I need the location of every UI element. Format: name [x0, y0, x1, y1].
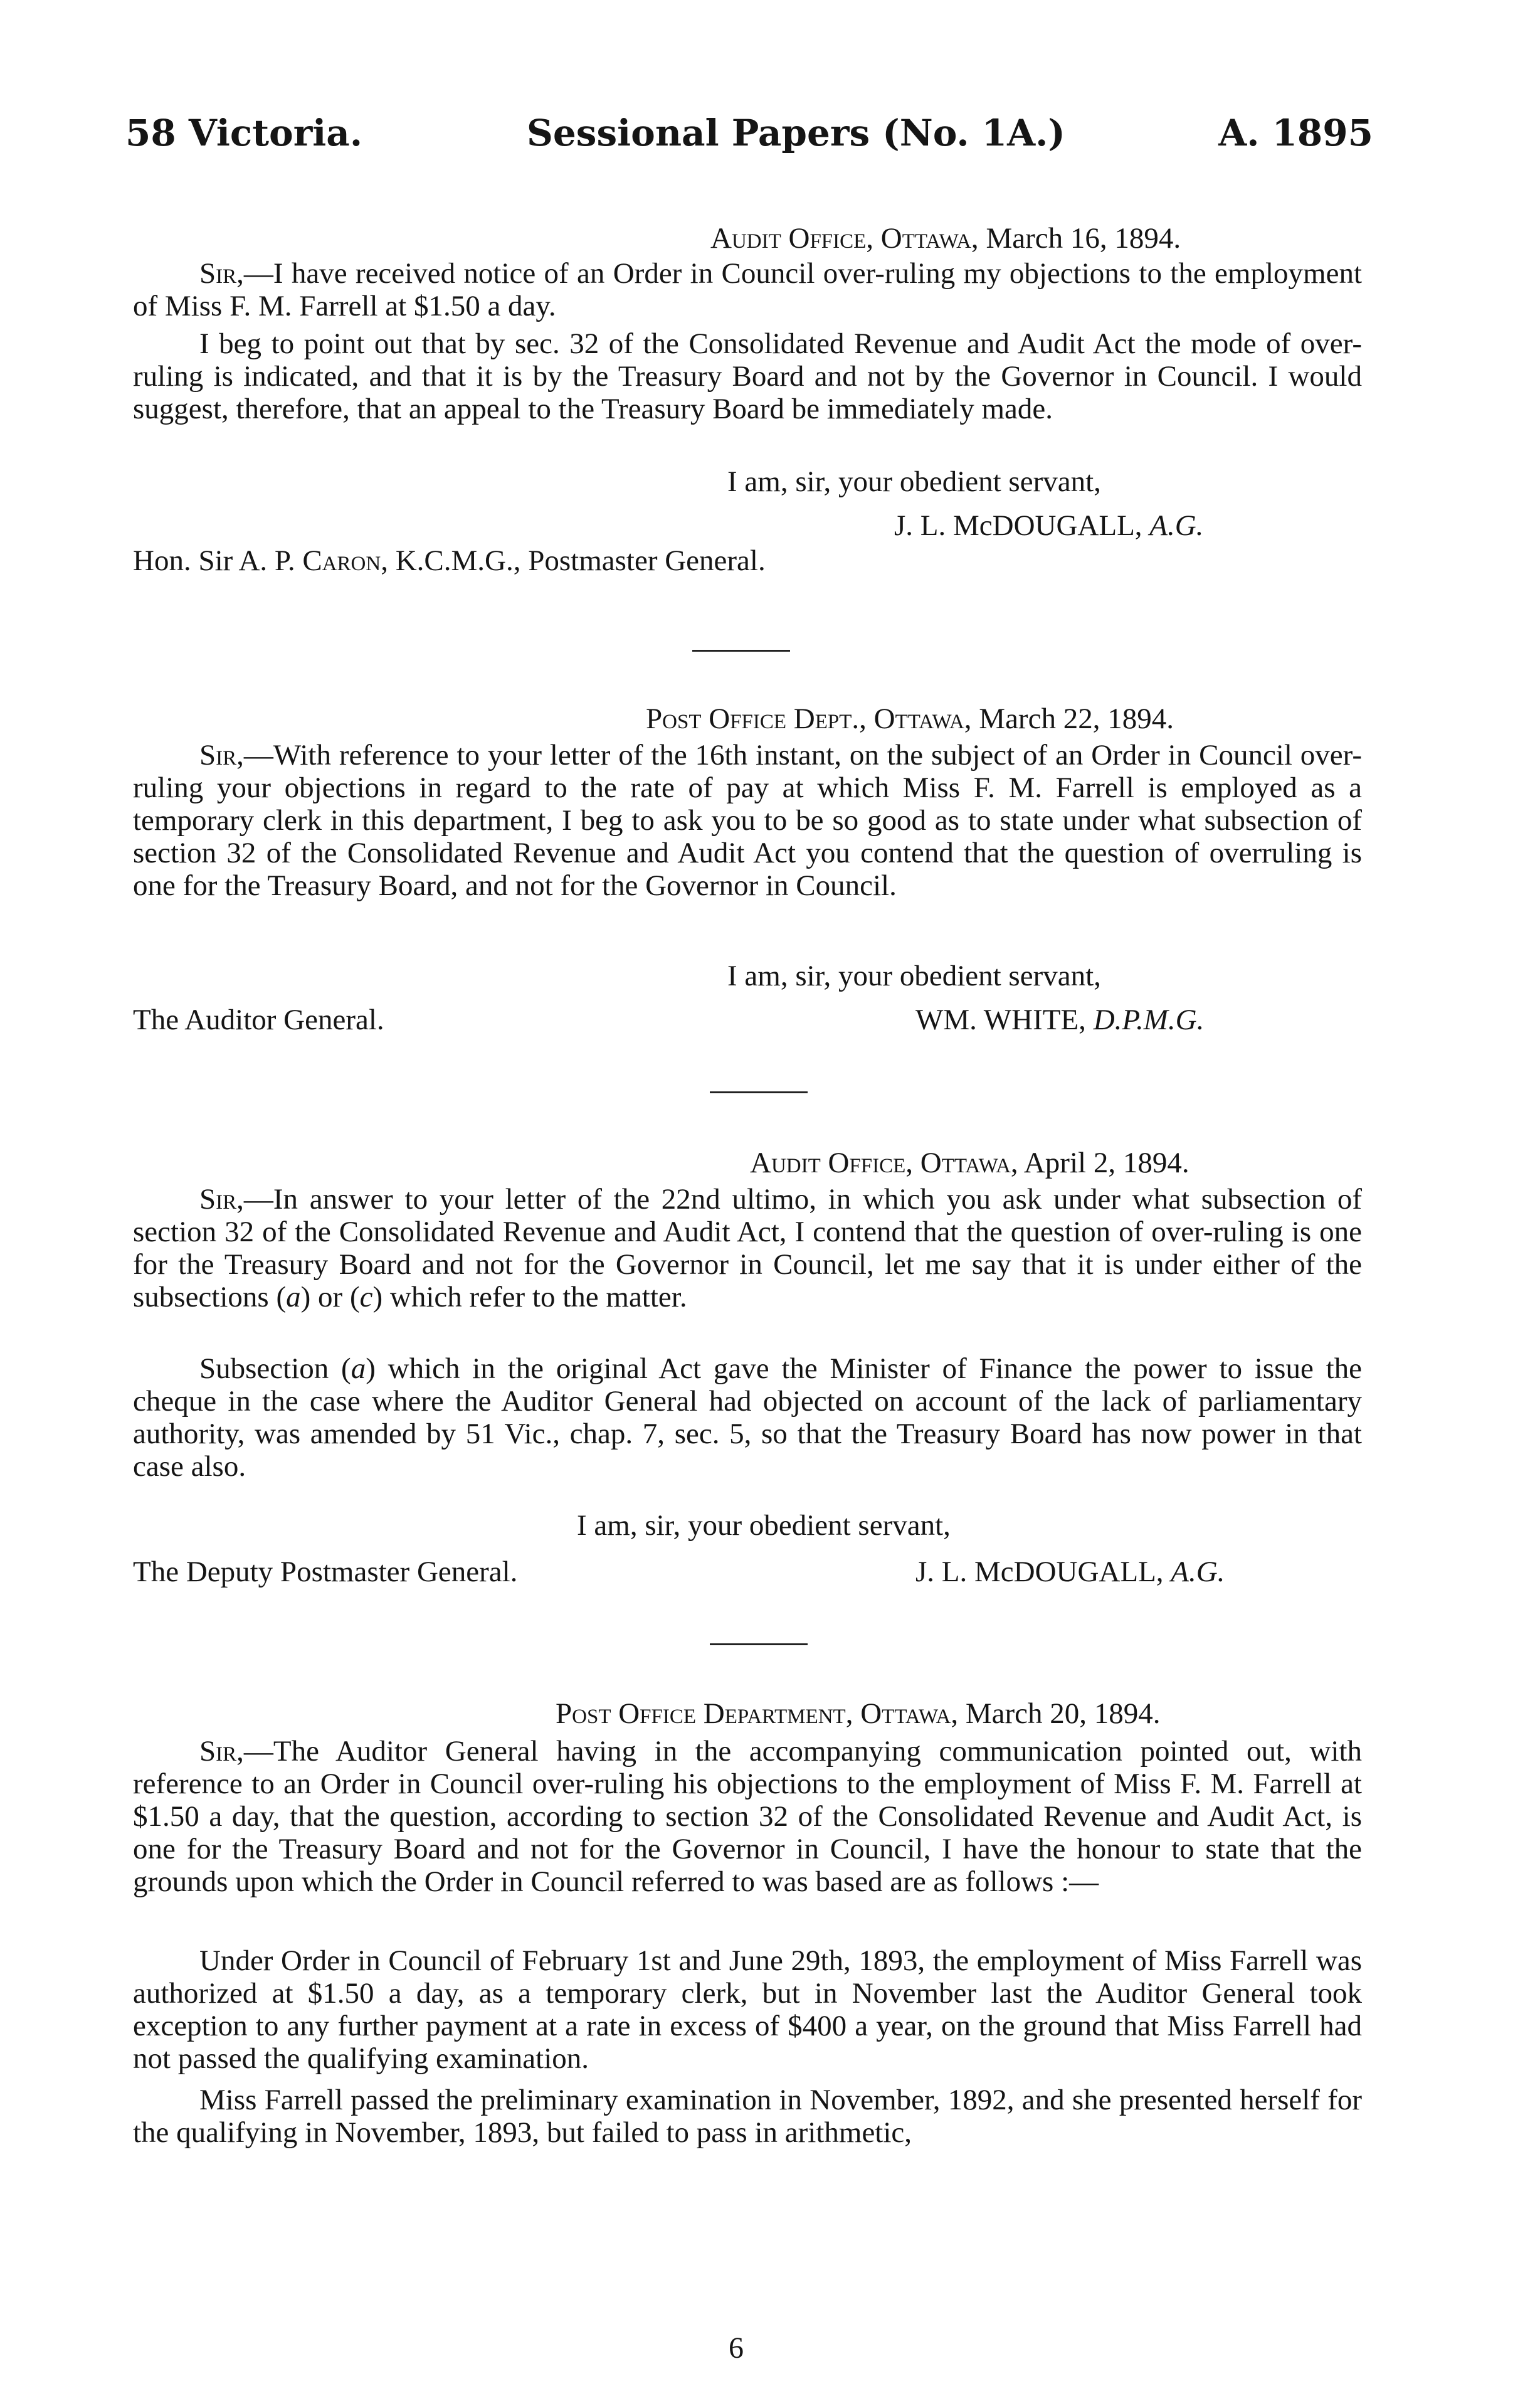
letter-3-signature: J. L. McDOUGALL, A.G. — [915, 1556, 1225, 1588]
letter-2-addressee: The Auditor General. — [133, 1004, 384, 1036]
letter-3-paragraph-1: Sir,—In answer to your letter of the 22nd ultimo, in which you ask under what subsection of section 32 of the Consolidated Revenue and Audit Act, I contend that the question of over-ruling is one for the Treasury Board and not for the Governor in Council, let me say that it is under either of the subsections (a) or (c) which refer to the matter. — [133, 1183, 1362, 1313]
section-divider — [710, 1091, 808, 1093]
letter-3-paragraph-2: Subsection (a) which in the original Act gave the Minister of Finance the power to issue the cheque in the case where the Auditor General had objected on account of the lack of parliamentary authority, was amended by 51 Vic., chap. 7, sec. 5, so that the Treasury Board has now power in that case also. — [133, 1352, 1363, 1483]
section-divider — [692, 650, 790, 652]
running-header — [125, 112, 1373, 163]
letter-3-addressee: The Deputy Postmaster General. — [133, 1556, 518, 1588]
letter-4-paragraph-3: Miss Farrell passed the preliminary examination in November, 1892, and she presented herself for the qualifying in November, 1893, but failed to pass in arithmetic, — [133, 2084, 1362, 2149]
letter-3-dateline: Audit Office, Ottawa, April 2, 1894. — [750, 1147, 1189, 1179]
page-number: 6 — [729, 2331, 744, 2365]
header-sessional-papers: Sessional Papers (No. 1A.) — [527, 112, 1065, 154]
letter-2-closing: I am, sir, your obedient servant, — [727, 960, 1101, 992]
header-session: 58 Victoria. — [125, 112, 363, 154]
letter-1-signature: J. L. McDOUGALL, A.G. — [894, 509, 1204, 542]
letter-1-addressee: Hon. Sir A. P. Caron, K.C.M.G., Postmaster General. — [133, 544, 766, 577]
letter-1-closing: I am, sir, your obedient servant, — [727, 465, 1101, 498]
letter-2-paragraph: Sir,—With reference to your letter of the 16th instant, on the subject of an Order in Council over-ruling your objections in regard to the rate of pay at which Miss F. M. Farrell is employed as a temporary clerk in this department, I beg to ask you to be so good as to state under what subsection of section 32 of the Consolidated Revenue and Audit Act you contend that the question of overruling is one for the Treasury Board, and not for the Governor in Council. — [133, 739, 1362, 902]
letter-3-closing: I am, sir, your obedient servant, — [577, 1509, 951, 1542]
letter-4-paragraph-1: Sir,—The Auditor General having in the accompanying communication pointed out, with reference to an Order in Council over-ruling his objections to the employment of Miss F. M. Farrell at $1.50 a day, that the question, according to section 32 of the Consolidated Revenue and Audit Act, is one for the Treasury Board and not for the Governor in Council, I have the honour to state that the grounds upon which the Order in Council referred to was based are as follows :— — [133, 1735, 1362, 1898]
letter-2-signature: WM. WHITE, D.P.M.G. — [915, 1004, 1205, 1036]
section-divider — [710, 1643, 808, 1645]
letter-1-paragraph-2: I beg to point out that by sec. 32 of the Consolidated Revenue and Audit Act the mode of over-ruling is indicated, and that it is by the Treasury Board and not by the Governor in Council. I would suggest, therefore, that an appeal to the Treasury Board be immediately made. — [133, 327, 1362, 425]
letter-1-paragraph-1: Sir,—I have received notice of an Order in Council over-ruling my objections to the employment of Miss F. M. Farrell at $1.50 a day. — [133, 257, 1362, 322]
letter-4-paragraph-2: Under Order in Council of February 1st and June 29th, 1893, the employment of Miss Farrell was authorized at $1.50 a day, as a temporary clerk, but in November last the Auditor General took exception to any further payment at a rate in excess of $400 a year, on the ground that Miss Farrell had not passed the qualifying examination. — [133, 1944, 1362, 2075]
header-year: A. 1895 — [1218, 112, 1373, 154]
letter-1-dateline: Audit Office, Ottawa, March 16, 1894. — [710, 222, 1181, 255]
letter-2-dateline: Post Office Dept., Ottawa, March 22, 1894. — [646, 702, 1174, 735]
letter-4-dateline: Post Office Department, Ottawa, March 20, 1894. — [556, 1697, 1161, 1730]
